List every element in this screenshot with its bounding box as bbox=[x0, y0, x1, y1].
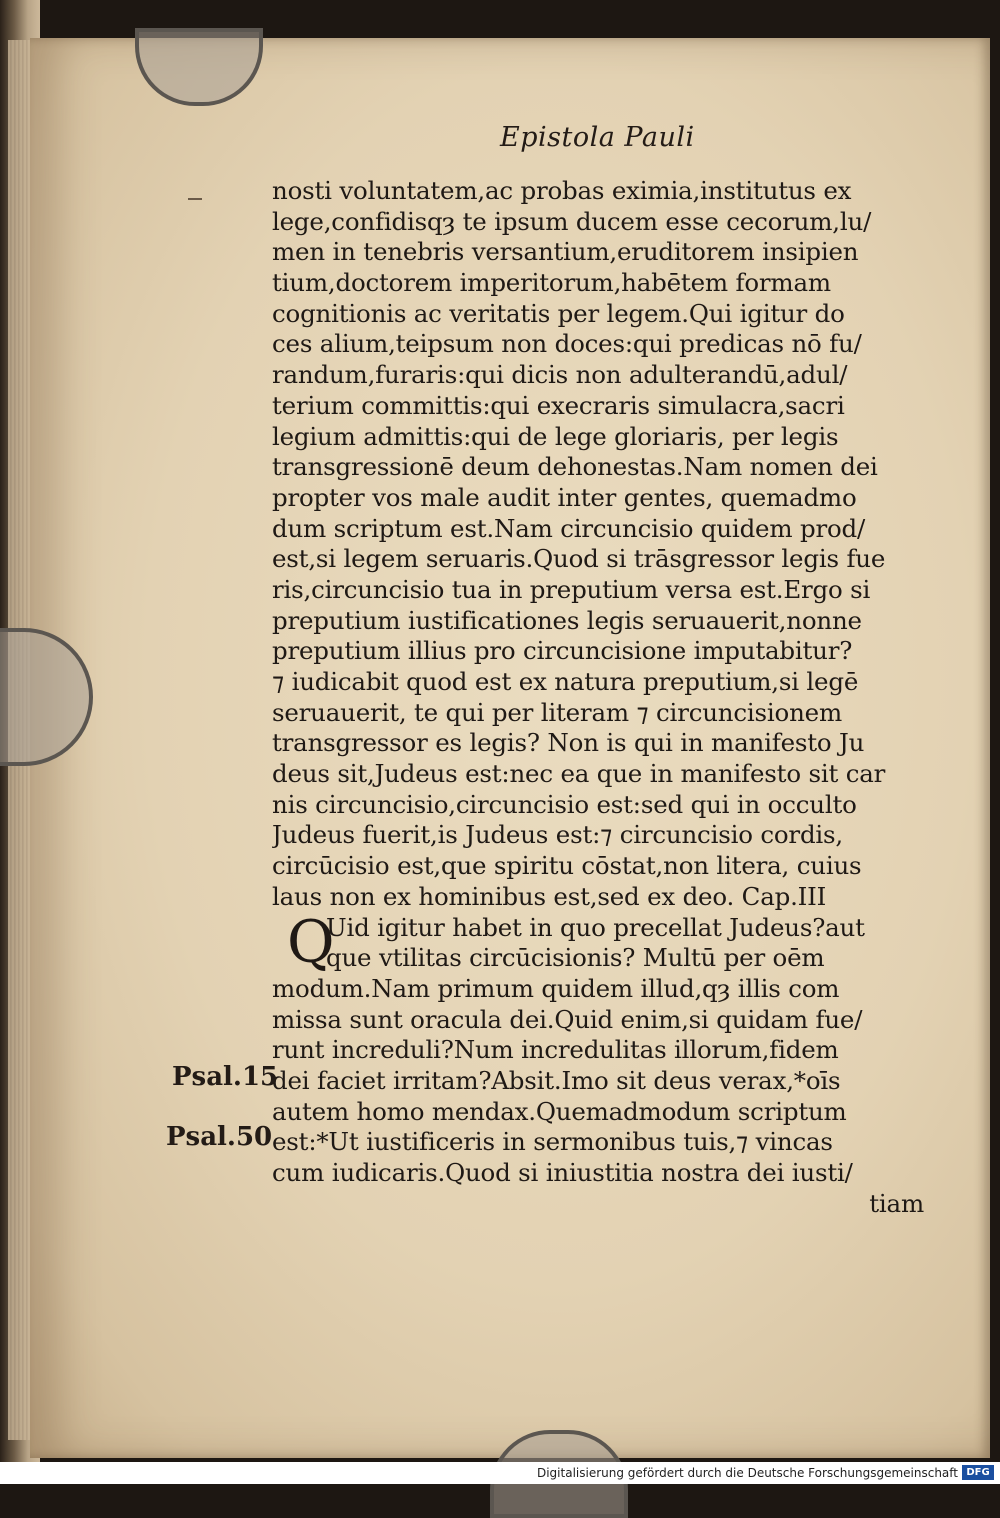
text-line: Judeus fuerit,is Judeus est:⁊ circuncisio cordis, bbox=[272, 820, 844, 850]
text-line: nis circuncisio,circuncisio est:sed qui in occulto bbox=[272, 789, 857, 819]
text-line: preputium illius pro circuncisione imputabitur? bbox=[272, 636, 853, 666]
margin-note-psalm: Psal.15 bbox=[172, 1062, 279, 1092]
text-line: tium,doctorem imperitorum,habētem formam bbox=[272, 268, 831, 298]
drop-initial: Q bbox=[287, 908, 335, 976]
text-line: preputium iustificationes legis seruauerit,nonne bbox=[272, 605, 862, 635]
text-line: circūcisio est,que spiritu cōstat,non litera, cuius bbox=[272, 851, 862, 881]
chapter-line: est:*Ut iustificeris in sermonibus tuis,⁊ vincas bbox=[272, 1127, 833, 1157]
page-clip-left bbox=[0, 628, 93, 766]
margin-mark bbox=[188, 198, 202, 200]
text-line: propter vos male audit inter gentes, quemadmo bbox=[272, 482, 857, 512]
chapter-line: dei faciet irritam?Absit.Imo sit deus verax,*oīs bbox=[272, 1065, 841, 1095]
footer-credit: Digitalisierung gefördert durch die Deutsche Forschungsgemeinschaft bbox=[536, 1466, 958, 1480]
text-block bbox=[272, 176, 924, 1219]
text-line: ⁊ iudicabit quod est ex natura preputium,si legē bbox=[272, 667, 859, 696]
text-line: est,si legem seruaris.Quod si trāsgressor legis fue bbox=[272, 544, 886, 574]
text-line: randum,furaris:qui dicis non adulterandū,adul/ bbox=[272, 360, 848, 390]
text-line: lege,confidisqȝ te ipsum ducem esse cecorum,lu/ bbox=[272, 206, 872, 236]
text-line: dum scriptum est.Nam circuncisio quidem prod/ bbox=[272, 513, 866, 543]
chapter-line: modum.Nam primum quidem illud,qȝ illis com bbox=[272, 973, 840, 1003]
chapter-line: autem homo mendax.Quemadmodum scriptum bbox=[272, 1096, 847, 1126]
text-line: men in tenebris versantium,eruditorem insipien bbox=[272, 237, 859, 267]
text-line: seruauerit, te qui per literam ⁊ circuncisionem bbox=[272, 697, 843, 727]
catchword: tiam bbox=[869, 1188, 924, 1218]
chapter-line: runt increduli?Num incredulitas illorum,fidem bbox=[272, 1035, 839, 1065]
dfg-logo: DFG bbox=[962, 1465, 994, 1480]
chapter-line: missa sunt oracula dei.Quid enim,si quidam fue/ bbox=[272, 1004, 863, 1034]
chapter-line: Uid igitur habet in quo precellat Judeus?aut bbox=[326, 912, 865, 942]
chapter-line: cum iudicaris.Quod si iniustitia nostra dei iusti/ bbox=[272, 1158, 853, 1187]
text-line: ris,circuncisio tua in preputium versa est.Ergo si bbox=[272, 574, 871, 604]
text-line: terium committis:qui execraris simulacra,sacri bbox=[272, 390, 845, 420]
text-line: legium admittis:qui de lege gloriaris, per legis bbox=[272, 421, 839, 451]
text-line: deus sit,Judeus est:nec ea que in manifesto sit car bbox=[272, 759, 886, 789]
text-line: transgressionē deum dehonestas.Nam nomen dei bbox=[272, 452, 878, 482]
text-line: ces alium,teipsum non doces:qui predicas nō fu/ bbox=[272, 329, 862, 359]
text-line: laus non ex hominibus est,sed ex deo. Cap.III bbox=[272, 881, 827, 911]
text-line: transgressor es legis? Non is qui in manifesto Ju bbox=[272, 728, 865, 758]
text-line: nosti voluntatem,ac probas eximia,institutus ex bbox=[272, 176, 852, 205]
chapter-line: que vtilitas circūcisionis? Multū per oēm bbox=[326, 943, 825, 973]
page-clip-top bbox=[135, 28, 263, 106]
text-line: cognitionis ac veritatis per legem.Qui igitur do bbox=[272, 298, 845, 328]
running-title: Epistola Pauli bbox=[500, 122, 695, 153]
margin-note-psalm: Psal.50 bbox=[166, 1122, 273, 1152]
